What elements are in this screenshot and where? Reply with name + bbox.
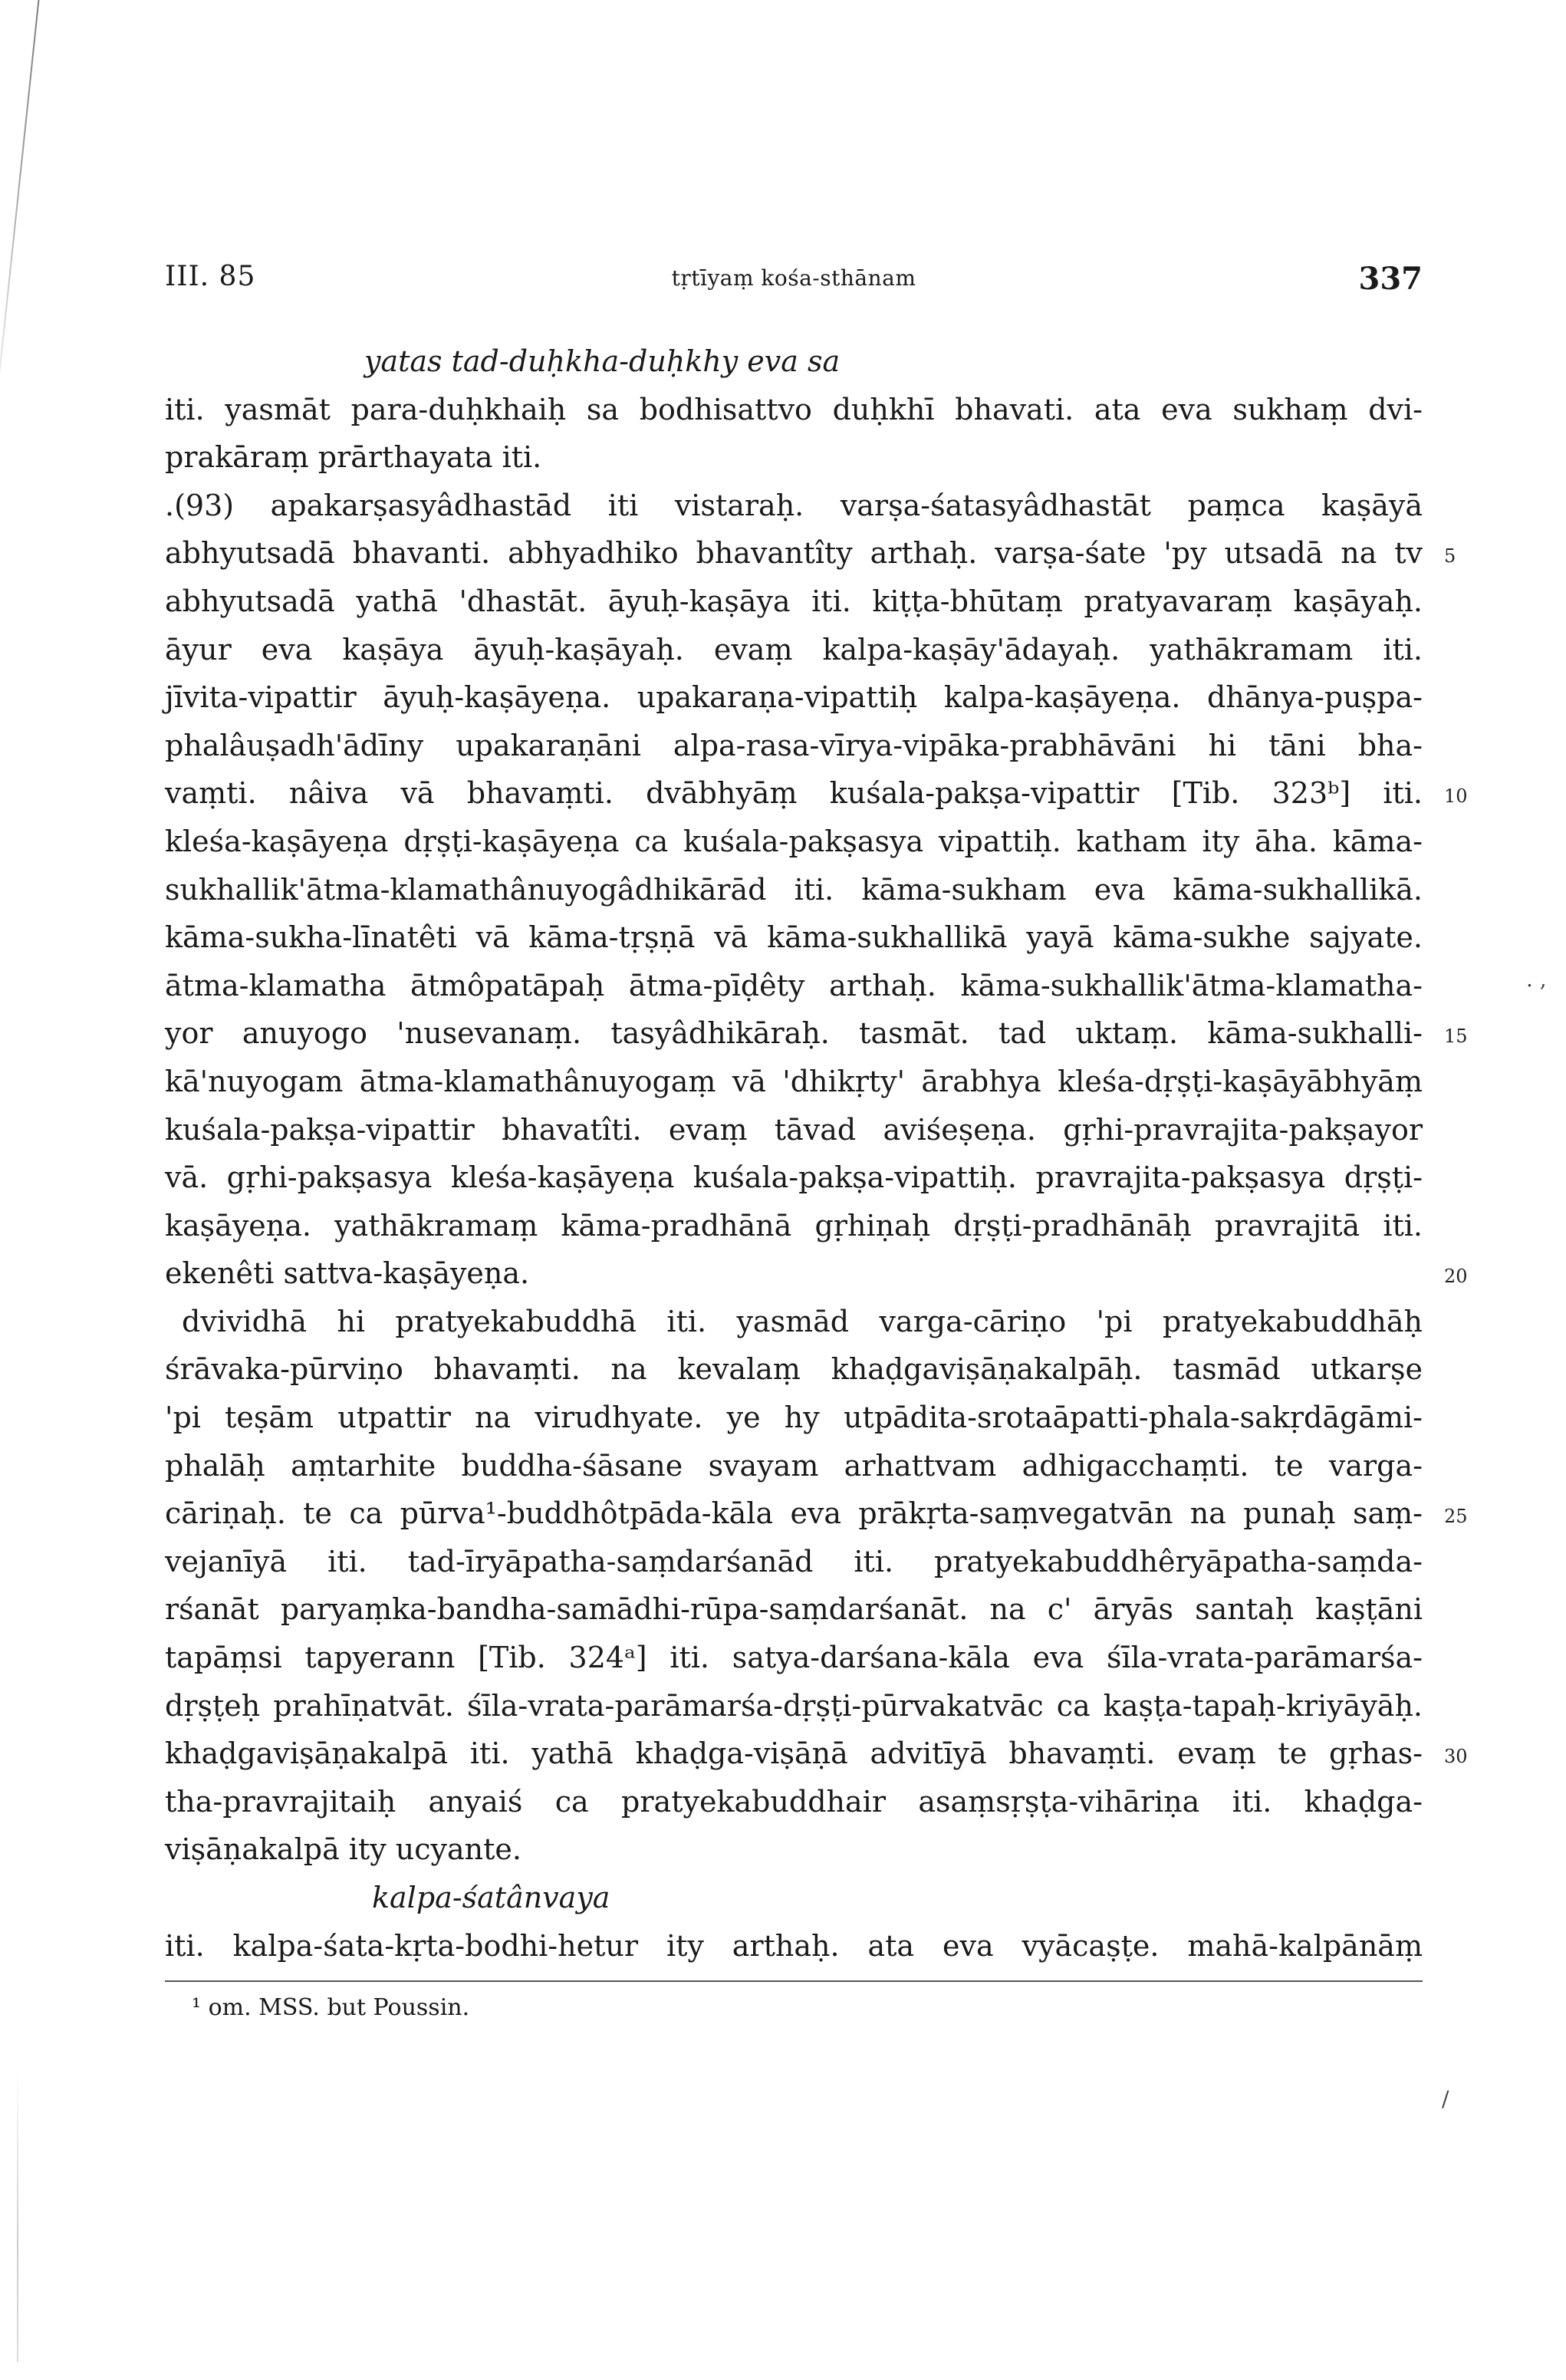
stray-mark: / — [1442, 2086, 1449, 2112]
text-line — [165, 1058, 1423, 1106]
line-text: dṛṣṭeḥ prahīṇatvāt. śīla-vrata-parāmarśa-dṛṣṭi-pūrvakatvāc ca kaṣṭa-tapaḥ-kriyāyāḥ. — [165, 1688, 1423, 1723]
text-line — [165, 337, 1423, 386]
text-line — [165, 1538, 1423, 1586]
text-line — [165, 1009, 1468, 1058]
text-line — [165, 1682, 1423, 1730]
text-line — [165, 1634, 1423, 1682]
line-text: viṣāṇakalpā ity ucyante. — [165, 1832, 521, 1867]
text-line — [165, 626, 1423, 674]
line-text: kalpa-śatânvaya — [372, 1881, 610, 1914]
text-line — [165, 673, 1423, 722]
body-text — [165, 337, 1468, 1970]
line-text: tapāṃsi tapyerann [Tib. 324ᵃ] iti. satya-darśana-kāla eva śīla-vrata-parāmarśa- — [165, 1641, 1423, 1675]
chapter-title: tṛtīyaṃ kośa-sthānam — [671, 265, 916, 291]
line-text: 'pi teṣām utpattir na virudhyate. ye hy utpādita-srotaāpatti-phala-sakṛdāgāmi- — [165, 1401, 1423, 1435]
line-text: prakāraṃ prārthayata iti. — [165, 440, 542, 475]
line-text: kāma-sukha-līnatêti vā kāma-tṛṣṇā vā kāma-sukhallikā yayā kāma-sukhe sajyate. — [165, 920, 1423, 955]
text-line — [165, 722, 1423, 770]
line-number: 30 — [1444, 1746, 1468, 1768]
line-number: 5 — [1444, 545, 1456, 568]
text-line — [165, 1394, 1423, 1442]
line-text: .(93) apakarṣasyâdhastād iti vistaraḥ. varṣa-śatasyâdhastāt paṃca kaṣāyā — [165, 488, 1423, 522]
line-text: khaḍgaviṣāṇakalpā iti. yathā khaḍga-viṣāṇā advitīyā bhavaṃti. evaṃ te gṛhas- — [165, 1736, 1423, 1771]
line-text: kleśa-kaṣāyeṇa dṛṣṭi-kaṣāyeṇa ca kuśala-pakṣasya vipattiḥ. katham ity āha. kāma- — [165, 824, 1423, 858]
line-text: abhyutsadā bhavanti. abhyadhiko bhavantîty arthaḥ. varṣa-śate 'py utsadā na tv — [165, 536, 1423, 571]
line-text: yor anuyogo 'nusevanaṃ. tasyâdhikāraḥ. tasmāt. tad uktaṃ. kāma-sukhalli- — [165, 1016, 1423, 1051]
text-line — [165, 1249, 1468, 1298]
line-text: kaṣāyeṇa. yathākramaṃ kāma-pradhānā gṛhiṇaḥ dṛṣṭi-pradhānāḥ pravrajitā iti. — [165, 1208, 1423, 1243]
text-line — [165, 913, 1423, 962]
line-text: phalâuṣadh'ādīny upakaraṇāni alpa-rasa-vīrya-vipāka-prabhāvāni hi tāni bha- — [165, 728, 1423, 762]
line-text: cāriṇaḥ. te ca pūrva¹-buddhôtpāda-kāla eva prākṛta-saṃvegatvān na punaḥ saṃ- — [165, 1496, 1423, 1531]
text-line — [165, 818, 1423, 866]
line-text: vaṃti. nâiva vā bhavaṃti. dvābhyāṃ kuśala-pakṣa-vipattir [Tib. 323ᵇ] iti. — [165, 776, 1423, 811]
line-number: 10 — [1444, 785, 1468, 808]
line-text: āyur eva kaṣāya āyuḥ-kaṣāyaḥ. evaṃ kalpa-kaṣāy'ādayaḥ. yathākramam iti. — [165, 632, 1423, 667]
line-text: tha-pravrajitaiḥ anyaiś ca pratyekabuddhair asaṃsṛṣṭa-vihāriṇa iti. khaḍga- — [165, 1784, 1423, 1819]
line-text: sukhallik'ātma-klamathânuyogâdhikārād iti. kāma-sukham eva kāma-sukhallikā. — [165, 872, 1423, 907]
text-line — [165, 1825, 1423, 1874]
line-text: abhyutsadā yathā 'dhastāt. āyuḥ-kaṣāya iti. kiṭṭa-bhūtaṃ pratyavaraṃ kaṣāyaḥ. — [165, 584, 1423, 618]
text-line — [165, 1298, 1423, 1346]
line-text: iti. kalpa-śata-kṛta-bodhi-hetur ity arthaḥ. ata eva vyācaṣṭe. mahā-kalpānāṃ — [165, 1928, 1423, 1963]
text-line — [165, 1202, 1423, 1250]
text-line — [165, 482, 1423, 530]
line-text: ātma-klamatha ātmôpatāpaḥ ātma-pīḍêty arthaḥ. kāma-sukhallik'ātma-klamatha- — [165, 968, 1423, 1002]
line-text: śrāvaka-pūrviṇo bhavaṃti. na kevalaṃ khaḍgaviṣāṇakalpāḥ. tasmād utkarṣe — [165, 1352, 1423, 1387]
text-line — [165, 962, 1423, 1010]
line-number: 15 — [1444, 1025, 1468, 1048]
line-text: yatas tad-duḥkha-duḥkhy eva sa — [364, 344, 841, 378]
text-line — [165, 1490, 1468, 1538]
scan-edge-shadow — [0, 0, 39, 430]
text-line — [165, 529, 1456, 578]
text-line — [165, 1922, 1423, 1970]
text-line — [165, 386, 1423, 434]
text-line — [165, 1154, 1423, 1202]
text-line — [165, 1106, 1423, 1154]
text-line — [165, 578, 1423, 626]
footnote: ¹ om. MSS. but Poussin. — [192, 1994, 470, 2021]
text-line — [165, 1585, 1423, 1634]
line-text: phalāḥ aṃtarhite buddha-śāsane svayam arhattvam adhigacchaṃti. te varga- — [165, 1448, 1423, 1483]
line-text: vejanīyā iti. tad-īryāpatha-saṃdarśanād iti. pratyekabuddhêryāpatha-saṃda- — [165, 1544, 1423, 1578]
line-text: kuśala-pakṣa-vipattir bhavatîti. evaṃ tāvad aviśeṣeṇa. gṛhi-pravrajita-pakṣayor — [165, 1112, 1423, 1147]
text-line — [165, 1730, 1468, 1778]
line-text: jīvita-vipattir āyuḥ-kaṣāyeṇa. upakaraṇa-vipattiḥ kalpa-kaṣāyeṇa. dhānya-puṣpa- — [165, 680, 1423, 715]
line-number: 20 — [1444, 1266, 1468, 1288]
text-line — [165, 1442, 1423, 1490]
line-text: ekenêti sattva-kaṣāyeṇa. — [165, 1256, 530, 1291]
line-text: iti. yasmāt para-duḥkhaiḥ sa bodhisattvo duḥkhī bhavati. ata eva sukhaṃ dvi- — [165, 392, 1423, 426]
text-line — [165, 1345, 1423, 1394]
text-line — [165, 866, 1423, 914]
line-text: kā'nuyogam ātma-klamathânuyogaṃ vā 'dhikṛty' ārabhya kleśa-dṛṣṭi-kaṣāyābhyāṃ — [165, 1064, 1423, 1098]
text-line — [165, 1874, 1423, 1922]
text-line — [165, 433, 1423, 482]
section-reference: III. 85 — [165, 261, 256, 292]
running-header — [165, 253, 1423, 299]
stray-mark: . , — [1526, 966, 1547, 992]
line-number: 25 — [1444, 1506, 1468, 1528]
line-text: vā. gṛhi-pakṣasya kleśa-kaṣāyeṇa kuśala-pakṣa-vipattiḥ. pravrajita-pakṣasya dṛṣṭi- — [165, 1160, 1423, 1195]
line-text: rśanāt paryaṃka-bandha-samādhi-rūpa-saṃdarśanāt. na c' āryās santaḥ kaṣṭāni — [165, 1592, 1423, 1627]
scan-edge-shadow-lower — [17, 2071, 18, 2362]
page-number: 337 — [1358, 261, 1423, 297]
footnote-rule — [165, 1980, 1423, 1982]
line-text: dvividhā hi pratyekabuddhā iti. yasmād varga-cāriṇo 'pi pratyekabuddhāḥ — [182, 1304, 1423, 1338]
text-line — [165, 1778, 1423, 1826]
text-line — [165, 769, 1468, 818]
